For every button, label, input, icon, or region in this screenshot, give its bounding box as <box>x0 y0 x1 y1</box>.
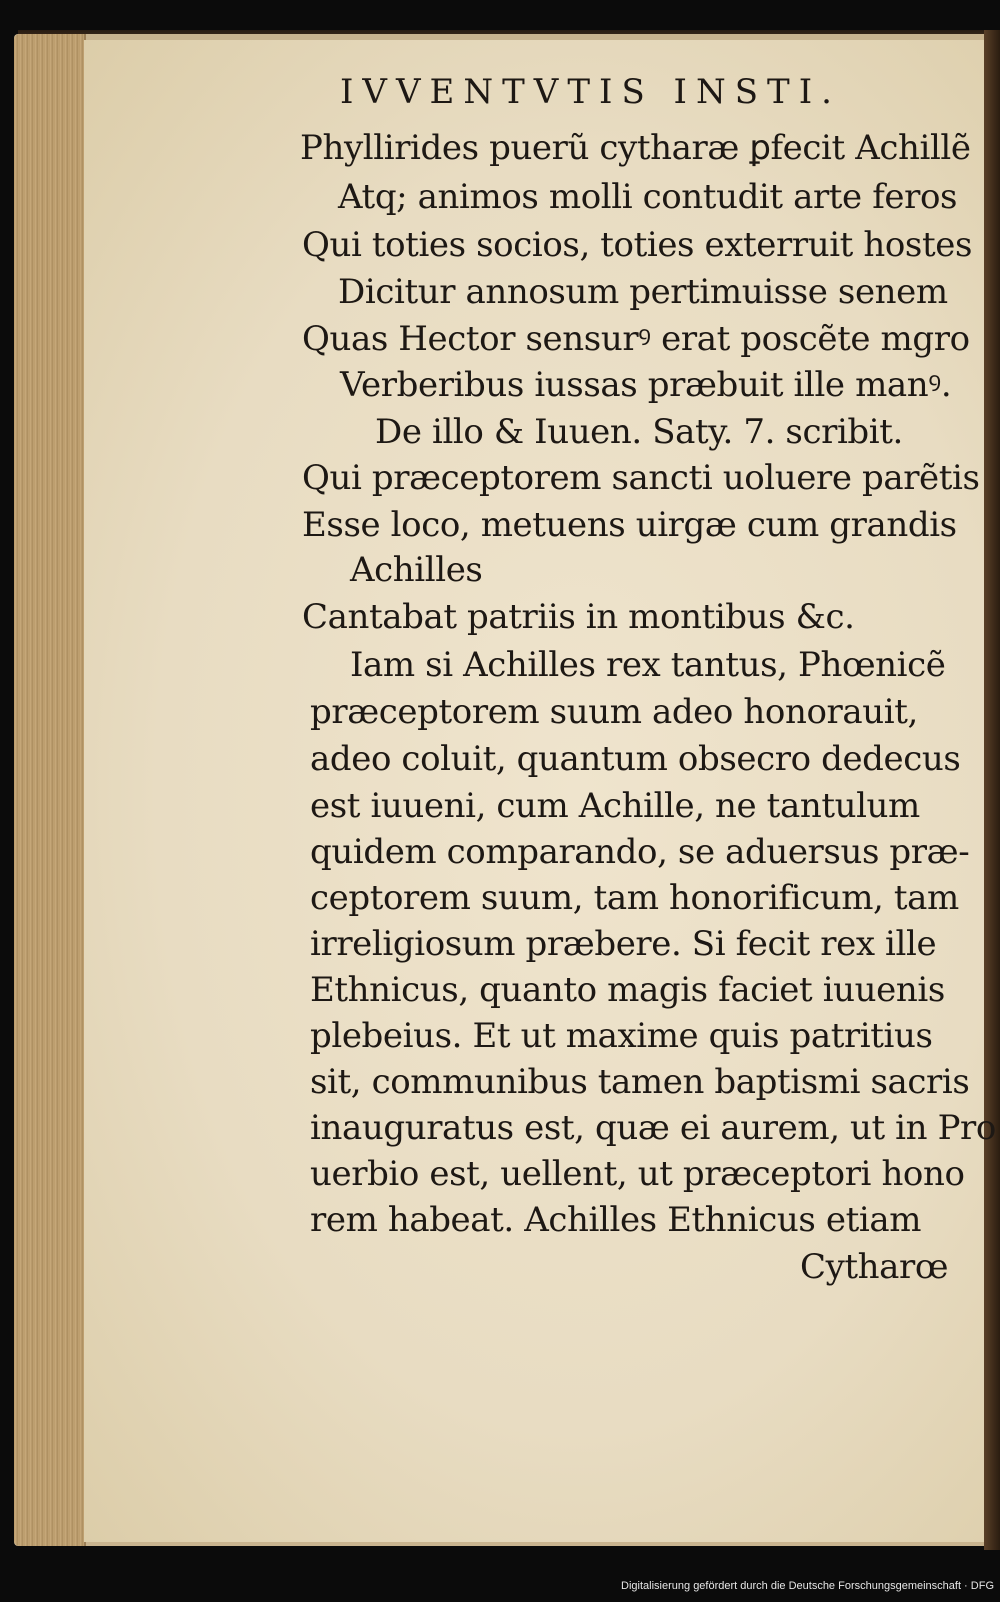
text-line: est iuueni, cum Achille, ne tantulum <box>310 786 920 826</box>
text-line: Qui præceptorem sancti uoluere parẽtis <box>302 458 980 498</box>
text-line: De illo & Iuuen. Saty. 7. scribit. <box>375 412 903 452</box>
text-line: inauguratus est, quæ ei aurem, ut in Pro <box>310 1108 996 1148</box>
running-header: IVVENTVTIS INSTI. <box>340 72 841 112</box>
text-line: præceptorem suum adeo honorauit, <box>310 692 918 732</box>
text-line: Atq; animos molli contudit arte feros <box>338 177 958 217</box>
text-line: Ethnicus, quanto magis faciet iuuenis <box>310 970 945 1010</box>
digitization-credit: Digitalisierung gefördert durch die Deutsche Forschungsgemeinschaft · DFG <box>621 1580 994 1592</box>
text-line: uerbio est, uellent, ut præceptori hono <box>310 1154 965 1194</box>
text-line: Phyllirides puerũ cytharæ ꝑfecit Achillẽ <box>300 128 971 168</box>
text-line: Esse loco, metuens uirgæ cum grandis <box>302 505 957 545</box>
catchword: Cytharœ <box>800 1247 949 1287</box>
text-line: quidem comparando, se aduersus præ- <box>310 832 970 872</box>
text-line: Cantabat patriis in montibus &c. <box>302 597 855 637</box>
text-line: irreligiosum præbere. Si fecit rex ille <box>310 924 937 964</box>
text-line: plebeius. Et ut maxime quis patritius <box>310 1016 933 1056</box>
text-line: Qui toties socios, toties exterruit hostes <box>302 225 972 265</box>
text-line: Verberibus iussas præbuit ille manꝰ. <box>340 365 952 405</box>
text-line: Achilles <box>350 550 483 590</box>
text-line: adeo coluit, quantum obsecro dedecus <box>310 739 961 779</box>
text-line: Iam si Achilles rex tantus, Phœnicẽ <box>350 645 946 685</box>
text-line: rem habeat. Achilles Ethnicus etiam <box>310 1200 922 1240</box>
text-line: sit, communibus tamen baptismi sacris <box>310 1062 970 1102</box>
text-line: ceptorem suum, tam honorificum, tam <box>310 878 959 918</box>
text-line: Quas Hector sensurꝰ erat poscẽte mgro <box>302 319 970 359</box>
text-line: Dicitur annosum pertimuisse senem <box>338 272 948 312</box>
